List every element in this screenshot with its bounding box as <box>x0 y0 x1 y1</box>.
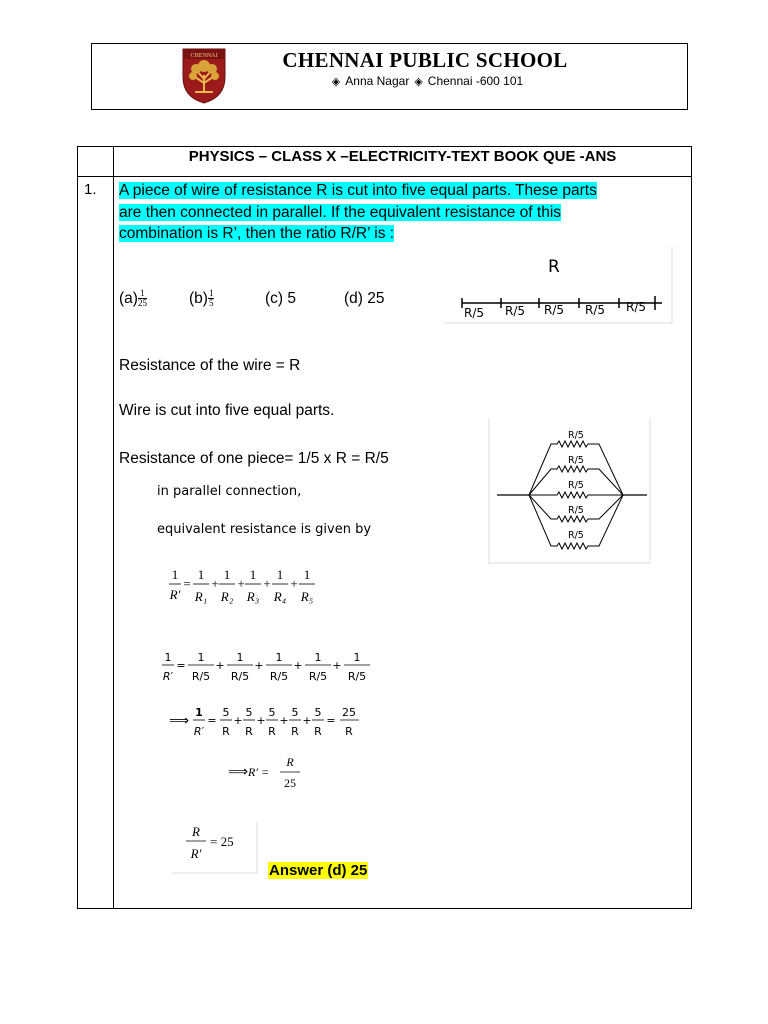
svg-text:= 25: = 25 <box>210 834 234 849</box>
svg-text:+: + <box>211 576 219 591</box>
svg-text:1: 1 <box>353 651 361 664</box>
svg-text:R/5: R/5 <box>308 670 328 683</box>
svg-text:25: 25 <box>342 706 356 719</box>
svg-text:R: R <box>245 725 253 738</box>
svg-text:1: 1 <box>275 651 283 664</box>
svg-text:1: 1 <box>171 567 179 582</box>
svg-text:R: R <box>268 725 276 738</box>
svg-text:R′: R′ <box>169 587 181 602</box>
series-segment-label: R/5 <box>626 300 647 314</box>
diamond-icon: ◈ <box>331 76 341 88</box>
svg-text:R′: R′ <box>190 846 202 861</box>
school-logo <box>181 47 227 104</box>
address-area: Anna Nagar <box>345 74 410 88</box>
question-line: combination is R’, then the ratio R/R’ is : <box>119 225 395 242</box>
svg-text:R: R <box>222 725 230 738</box>
svg-text:5: 5 <box>314 706 322 719</box>
svg-text:+: + <box>290 576 298 591</box>
svg-text:+: + <box>254 659 264 672</box>
svg-text:R: R <box>286 755 294 769</box>
parallel-branch-label: R/5 <box>568 505 584 516</box>
option-d: (d) 25 <box>344 289 385 307</box>
svg-text:1: 1 <box>249 567 257 582</box>
svg-text:5: 5 <box>268 706 276 719</box>
svg-text:=: = <box>326 714 336 727</box>
svg-text:R/5: R/5 <box>191 670 211 683</box>
svg-text:1: 1 <box>314 651 322 664</box>
option-a: (a) $\frac{1}{25}$ <box>119 288 147 308</box>
equivalent-resistance-text: equivalent resistance is given by <box>157 522 372 537</box>
school-name: CHENNAI PUBLIC SCHOOL <box>282 48 568 72</box>
question-number: 1. <box>84 181 97 198</box>
series-segment-label: R/5 <box>544 303 565 317</box>
svg-text:25: 25 <box>284 776 296 790</box>
svg-text:1: 1 <box>164 651 172 664</box>
svg-text:1: 1 <box>236 651 244 664</box>
svg-text:5: 5 <box>245 706 253 719</box>
equation-simplified <box>170 703 365 743</box>
svg-text:R₃: R₃ <box>246 589 260 604</box>
svg-text:R/5: R/5 <box>230 670 250 683</box>
svg-text:⟹: ⟹ <box>168 713 190 729</box>
svg-text:+: + <box>237 576 245 591</box>
svg-text:1: 1 <box>276 567 284 582</box>
parallel-branch-label: R/5 <box>568 430 584 441</box>
question-text <box>119 180 689 245</box>
svg-text:1: 1 <box>195 706 203 719</box>
equation-ratio <box>172 822 258 874</box>
series-segment-label: R/5 <box>585 303 606 317</box>
svg-text:R′: R′ <box>193 725 205 738</box>
svg-text:R′ =: R′ = <box>248 765 270 779</box>
series-segment-label: R/5 <box>505 304 526 318</box>
svg-text:=: = <box>207 714 217 727</box>
table-row-divider <box>77 176 692 177</box>
svg-text:+: + <box>215 659 225 672</box>
svg-text:R′: R′ <box>162 670 174 683</box>
parallel-connection-text: in parallel connection, <box>157 484 302 499</box>
solution-line-2: Wire is cut into five equal parts. <box>119 402 335 419</box>
svg-text:5: 5 <box>291 706 299 719</box>
parallel-resistor-diagram <box>489 418 651 564</box>
svg-text:=: = <box>176 659 186 672</box>
solution-line-3: Resistance of one piece= 1/5 x R = R/5 <box>119 450 389 467</box>
svg-text:1: 1 <box>303 567 311 582</box>
svg-text:+: + <box>256 714 266 727</box>
solution-line-1: Resistance of the wire = R <box>119 357 301 374</box>
answer-text: Answer (d) 25 <box>269 862 368 879</box>
svg-text:R: R <box>345 725 353 738</box>
svg-text:R₁: R₁ <box>194 589 208 604</box>
table-title: PHYSICS – CLASS X –ELECTRICITY-TEXT BOOK QUE -ANS <box>188 148 617 165</box>
svg-text:+: + <box>233 714 243 727</box>
question-line: A piece of wire of resistance R is cut into five equal parts. These parts <box>119 182 597 199</box>
svg-text:R: R <box>192 824 200 839</box>
svg-text:+: + <box>302 714 312 727</box>
series-resistor-diagram <box>444 246 674 324</box>
svg-text:=: = <box>183 576 191 591</box>
answer-options <box>119 289 385 308</box>
series-segment-label: R/5 <box>464 306 485 320</box>
svg-text:+: + <box>279 714 289 727</box>
svg-text:R₄: R₄ <box>273 589 287 604</box>
option-b: (b) $\frac{1}{5}$ <box>189 288 214 308</box>
option-c: (c) 5 <box>265 289 296 307</box>
parallel-branch-label: R/5 <box>568 530 584 541</box>
school-address <box>240 74 610 88</box>
equation-result <box>228 754 308 792</box>
series-total-label: R <box>548 257 560 277</box>
svg-text:+: + <box>293 659 303 672</box>
svg-text:R: R <box>291 725 299 738</box>
equation-reciprocal-sum <box>168 564 328 612</box>
svg-text:1: 1 <box>223 567 231 582</box>
svg-text:R/5: R/5 <box>347 670 367 683</box>
diamond-icon: ◈ <box>414 76 423 88</box>
svg-text:R₅: R₅ <box>300 589 314 604</box>
svg-text:R₂: R₂ <box>220 589 234 604</box>
address-city: Chennai -600 101 <box>427 74 524 88</box>
question-line: are then connected in parallel. If the equivalent resistance of this <box>119 203 562 221</box>
svg-text:R: R <box>314 725 322 738</box>
svg-text:1: 1 <box>197 567 205 582</box>
svg-text:⟹: ⟹ <box>228 765 249 780</box>
svg-text:1: 1 <box>197 651 205 664</box>
parallel-branch-label: R/5 <box>568 455 584 466</box>
logo-text: CHENNAI <box>190 53 218 59</box>
equation-substitution <box>160 648 375 688</box>
table-column-divider <box>113 146 114 909</box>
svg-text:R/5: R/5 <box>269 670 289 683</box>
svg-text:+: + <box>263 576 271 591</box>
parallel-branch-label: R/5 <box>568 480 584 491</box>
svg-text:5: 5 <box>222 706 230 719</box>
svg-text:+: + <box>332 659 342 672</box>
